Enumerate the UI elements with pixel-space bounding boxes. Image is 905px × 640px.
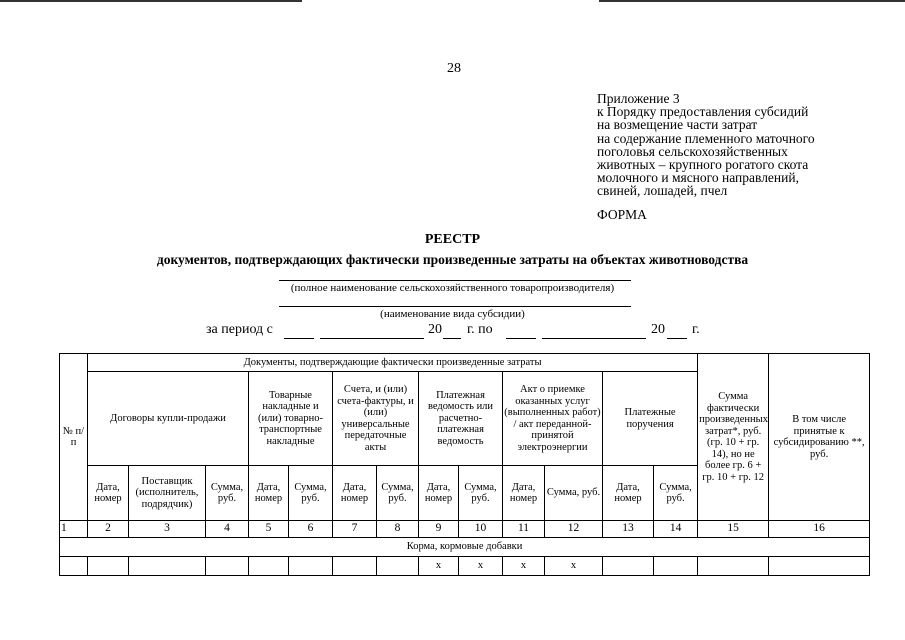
column-number-cell: 7 bbox=[333, 521, 377, 538]
column-number-cell: 10 bbox=[459, 521, 503, 538]
section-title: Корма, кормовые добавки bbox=[60, 538, 870, 557]
document-subtitle: документов, подтверждающих фактически произведенные затраты на объектах животноводства bbox=[156, 252, 749, 267]
sub-sum: Сумма, руб. bbox=[289, 466, 333, 521]
empty-cell bbox=[769, 557, 870, 576]
column-number-cell: 15 bbox=[698, 521, 769, 538]
sub-date-number: Дата, номер bbox=[603, 466, 654, 521]
column-number-row bbox=[60, 521, 870, 538]
empty-cell bbox=[698, 557, 769, 576]
sub-sum: Сумма, руб. bbox=[545, 466, 603, 521]
col-accepted-header: В том числе принятые к субсидированию **, руб. bbox=[769, 354, 870, 521]
col-number-header: № п/п bbox=[60, 354, 88, 521]
column-number-cell: 1 bbox=[60, 521, 88, 538]
appendix-line: к Порядку предоставления субсидий bbox=[597, 104, 809, 120]
appendix-line: свиней, лошадей, пчел bbox=[597, 183, 728, 199]
empty-cell bbox=[603, 557, 654, 576]
sub-sum: Сумма, руб. bbox=[377, 466, 419, 521]
column-number-cell: 13 bbox=[603, 521, 654, 538]
empty-cell bbox=[377, 557, 419, 576]
page-number: 28 bbox=[447, 61, 461, 76]
empty-cell bbox=[249, 557, 289, 576]
column-number-cell: 6 bbox=[289, 521, 333, 538]
documents-group-header: Документы, подтверждающие фактически произведенные затраты bbox=[88, 354, 698, 372]
registry-table bbox=[59, 353, 870, 576]
subsidy-caption: (наименование вида субсидии) bbox=[380, 308, 525, 320]
empty-cell bbox=[206, 557, 249, 576]
x-mark-cell: х bbox=[545, 557, 603, 576]
empty-cell bbox=[60, 557, 88, 576]
sub-date-number: Дата, номер bbox=[419, 466, 459, 521]
empty-cell bbox=[333, 557, 377, 576]
column-number-cell: 12 bbox=[545, 521, 603, 538]
top-border-right bbox=[599, 0, 905, 2]
appendix-line: животных – крупного рогатого скота bbox=[597, 157, 809, 173]
column-number-cell: 9 bbox=[419, 521, 459, 538]
group-waybills-header: Товарные накладные и (или) товарно-транспортные накладные bbox=[249, 372, 333, 466]
subsidy-name-line bbox=[279, 306, 631, 307]
producer-name-line bbox=[279, 280, 631, 281]
period-day2-blank bbox=[506, 338, 536, 339]
sub-date-number: Дата, номер bbox=[88, 466, 129, 521]
column-number-cell: 14 bbox=[654, 521, 698, 538]
appendix-line: Приложение 3 bbox=[597, 91, 680, 106]
column-number-cell: 5 bbox=[249, 521, 289, 538]
form-label: ФОРМА bbox=[597, 207, 647, 222]
empty-cell bbox=[129, 557, 206, 576]
column-number-cell: 8 bbox=[377, 521, 419, 538]
period-from-label: за период с bbox=[206, 322, 273, 337]
column-number-cell: 16 bbox=[769, 521, 870, 538]
sub-date-number: Дата, номер bbox=[249, 466, 289, 521]
document-title: РЕЕСТР bbox=[424, 232, 481, 247]
column-number-cell: 11 bbox=[503, 521, 545, 538]
group-payroll-header: Платежная ведомость или расчетно-платежная ведомость bbox=[419, 372, 503, 466]
period-day1-blank bbox=[284, 338, 314, 339]
appendix-line: на содержание племенного маточного bbox=[597, 130, 815, 146]
col-sum-fact-header: Сумма фактически произведенных затрат*, руб. (гр. 10 + гр. 14), но не более гр. 6 + гр. 10 + гр. 12 bbox=[698, 354, 769, 521]
period-year1-blank bbox=[443, 338, 461, 339]
group-contracts-header: Договоры купли-продажи bbox=[88, 372, 249, 466]
period-to-label: г. по bbox=[467, 322, 493, 337]
period-month1-blank bbox=[320, 338, 424, 339]
sub-sum: Сумма, руб. bbox=[654, 466, 698, 521]
appendix-line: поголовья сельскохозяйственных bbox=[597, 143, 788, 159]
period-year1-prefix: 20 bbox=[428, 322, 442, 337]
group-invoices-header: Счета, и (или) счета-фактуры, и (или) универсальные передаточные акты bbox=[333, 372, 419, 466]
appendix-block bbox=[597, 92, 897, 198]
column-number-cell: 4 bbox=[206, 521, 249, 538]
period-end-label: г. bbox=[692, 322, 700, 337]
sub-sum: Сумма, руб. bbox=[459, 466, 503, 521]
sub-date-number: Дата, номер bbox=[503, 466, 545, 521]
producer-caption: (полное наименование сельскохозяйственного товаропроизводителя) bbox=[290, 282, 615, 294]
group-acceptance-act-header: Акт о приемке оказанных услуг (выполненных работ) / акт переданной-принятой электроэнергии bbox=[503, 372, 603, 466]
sub-supplier: Поставщик (исполнитель, подрядчик) bbox=[129, 466, 206, 521]
period-year2-prefix: 20 bbox=[651, 322, 665, 337]
sub-sum: Сумма, руб. bbox=[206, 466, 249, 521]
group-payment-orders-header: Платежные поручения bbox=[603, 372, 698, 466]
appendix-line: на возмещение части затрат bbox=[597, 117, 758, 133]
x-mark-cell: х bbox=[419, 557, 459, 576]
table-row bbox=[60, 557, 870, 576]
x-mark-cell: х bbox=[503, 557, 545, 576]
empty-cell bbox=[88, 557, 129, 576]
period-year2-blank bbox=[667, 338, 687, 339]
column-number-cell: 3 bbox=[129, 521, 206, 538]
empty-cell bbox=[654, 557, 698, 576]
column-number-cell: 2 bbox=[88, 521, 129, 538]
x-mark-cell: х bbox=[459, 557, 503, 576]
appendix-line: молочного и мясного направлений, bbox=[597, 170, 799, 186]
period-month2-blank bbox=[542, 338, 646, 339]
top-border-left bbox=[0, 0, 302, 2]
sub-date-number: Дата, номер bbox=[333, 466, 377, 521]
empty-cell bbox=[289, 557, 333, 576]
